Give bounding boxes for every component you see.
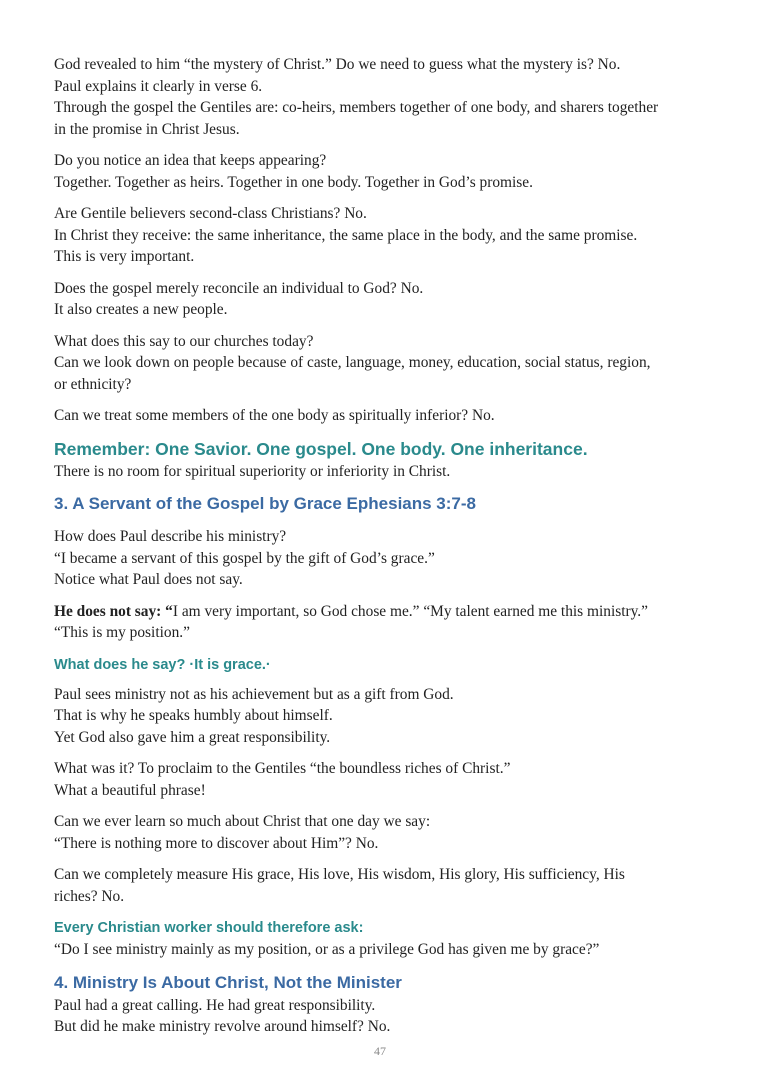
- text-line: There is no room for spiritual superiority or inferiority in Christ.: [54, 462, 451, 480]
- text-line: What was it? To proclaim to the Gentiles “the boundless riches of Christ.”: [54, 760, 511, 777]
- text-line: or ethnicity?: [54, 375, 132, 393]
- text-line: [54, 601, 734, 623]
- paragraph-inferior: [54, 405, 734, 427]
- paragraph-gift: [54, 684, 734, 749]
- text-line: How does Paul describe his ministry?: [54, 528, 287, 545]
- bold-lead: He does not say: “: [54, 602, 173, 620]
- text-line: Together. Together as heirs. Together in one body. Together in God’s promise.: [54, 173, 533, 191]
- text-line: “There is nothing more to discover about Him”? No.: [54, 834, 379, 852]
- page-number: 47: [374, 1044, 386, 1058]
- section-3-heading: 3. A Servant of the Gospel by Grace Ephesians 3:7-8: [54, 494, 476, 513]
- remember-heading: Remember: One Savior. One gospel. One body. One inheritance.: [54, 438, 588, 459]
- text-line: That is why he speaks humbly about himself.: [54, 707, 333, 724]
- section-4-heading: 4. Ministry Is About Christ, Not the Minister: [54, 972, 402, 992]
- text-line: riches? No.: [54, 887, 125, 905]
- text-line: It also creates a new people.: [54, 301, 228, 318]
- paragraph-mystery: [54, 54, 734, 140]
- text-line: God revealed to him “the mystery of Christ.” Do we need to guess what the mystery is? No.: [54, 56, 621, 73]
- text-line: Do you notice an idea that keeps appearing?: [54, 152, 327, 169]
- text-line: Paul sees ministry not as his achievement but as a gift from God.: [54, 685, 454, 703]
- text-line: “This is my position.”: [54, 624, 190, 641]
- text-line: Can we ever learn so much about Christ that one day we say:: [54, 813, 431, 830]
- text-line: “I became a servant of this gospel by the gift of God’s grace.”: [54, 549, 435, 567]
- paragraph-does-not-say: [54, 601, 734, 644]
- paragraph-churches: [54, 331, 734, 396]
- text-line: Notice what Paul does not say.: [54, 571, 243, 588]
- paragraph-measure: [54, 864, 734, 907]
- text-line: Paul had a great calling. He had great responsibility.: [54, 996, 376, 1014]
- text-line: What a beautiful phrase!: [54, 781, 206, 799]
- text-line: “Do I see ministry mainly as my position, or as a privilege God has given me by grace?”: [54, 941, 600, 958]
- subheading-worker-ask: Every Christian worker should therefore ask:: [54, 920, 364, 936]
- text-span: I am very important, so God chose me.” “My talent earned me this ministry.”: [172, 602, 648, 620]
- remember-text: [54, 461, 734, 483]
- text-line: Can we completely measure His grace, His love, His wisdom, His glory, His sufficiency, His: [54, 866, 625, 883]
- text-line: Paul explains it clearly in verse 6.: [54, 77, 263, 95]
- text-line: But did he make ministry revolve around himself? No.: [54, 1018, 391, 1035]
- text-line: This is very important.: [54, 248, 195, 265]
- paragraph-learn-more: [54, 811, 734, 854]
- text-line: Are Gentile believers second-class Christians? No.: [54, 205, 367, 222]
- paragraph-reconcile: [54, 278, 734, 321]
- text-line: In Christ they receive: the same inheritance, the same place in the body, and the same promise.: [54, 226, 638, 244]
- paragraph-worker-question: [54, 939, 734, 961]
- text-line: What does this say to our churches today?: [54, 332, 314, 350]
- paragraph-together: [54, 150, 734, 193]
- text-line: Can we look down on people because of caste, language, money, education, social status, region,: [54, 354, 651, 371]
- text-line: Can we treat some members of the one body as spiritually inferior? No.: [54, 407, 495, 424]
- text-line: Yet God also gave him a great responsibility.: [54, 728, 331, 746]
- paragraph-ministry-description: [54, 526, 734, 591]
- text-line: Does the gospel merely reconcile an individual to God? No.: [54, 279, 424, 297]
- paragraph-boundless-riches: [54, 758, 734, 801]
- paragraph-calling: [54, 995, 734, 1038]
- paragraph-second-class: [54, 203, 734, 268]
- page-body: [54, 54, 734, 1048]
- text-line: Through the gospel the Gentiles are: co-heirs, members together of one body, and sharers together: [54, 99, 659, 116]
- text-line: in the promise in Christ Jesus.: [54, 120, 240, 138]
- subheading-it-is-grace: What does he say? ·It is grace.·: [54, 656, 271, 673]
